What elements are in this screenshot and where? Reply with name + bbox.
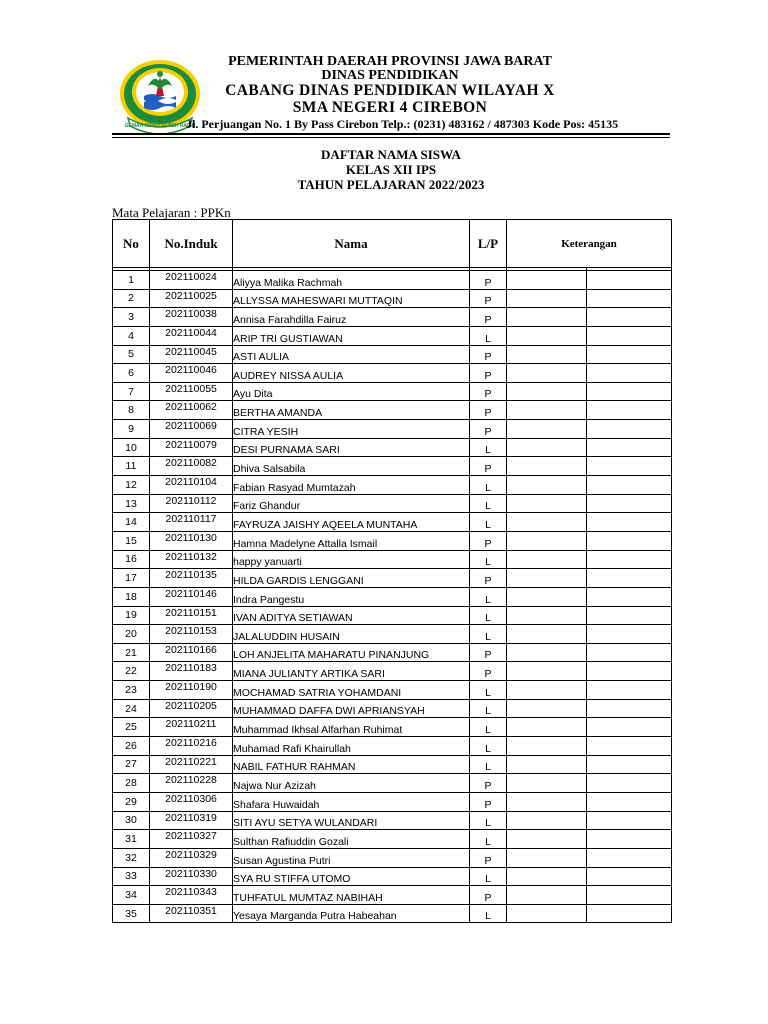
subject-label: Mata Pelajaran : PPKn [112,205,231,220]
row-remark-1 [507,681,587,700]
row-name: Shafara Huwaidah [233,792,470,811]
row-gender: P [470,531,507,550]
row-name: Indra Pangestu [233,587,470,606]
row-gender: L [470,625,507,644]
header-nis: No.Induk [150,220,233,268]
table-row [113,718,672,737]
table-row [113,494,672,513]
row-remark-1 [507,531,587,550]
row-remark-2 [587,625,672,644]
row-name: BERTHA AMANDA [233,401,470,420]
row-gender: P [470,382,507,401]
row-name: SYA RU STIFFA UTOMO [233,867,470,886]
row-number: 22 [113,662,150,681]
row-gender: P [470,457,507,476]
row-name: Najwa Nur Azizah [233,774,470,793]
row-gender: P [470,345,507,364]
row-number: 20 [113,625,150,644]
row-remark-2 [587,569,672,588]
row-nis: 202110135 [150,569,233,588]
table-row [113,531,672,550]
row-number: 17 [113,569,150,588]
row-remark-2 [587,606,672,625]
row-name: NABIL FATHUR RAHMAN [233,755,470,774]
row-name: Fabian Rasyad Mumtazah [233,476,470,495]
row-name: Dhiva Salsabila [233,457,470,476]
row-gender: P [470,886,507,905]
row-number: 7 [113,382,150,401]
row-gender: L [470,681,507,700]
row-nis: 202110132 [150,550,233,569]
row-remark-2 [587,699,672,718]
row-number: 2 [113,289,150,308]
letterhead-rule [112,133,670,135]
row-nis: 202110117 [150,513,233,532]
row-remark-2 [587,886,672,905]
row-remark-2 [587,345,672,364]
row-name: ASTI AULIA [233,345,470,364]
table-row [113,662,672,681]
row-nis: 202110055 [150,382,233,401]
row-remark-1 [507,737,587,756]
letterhead-branch: CABANG DINAS PENDIDIKAN WILAYAH X [225,82,555,99]
row-nis: 202110319 [150,811,233,830]
letterhead-rule-thin [112,137,670,138]
row-name: TUHFATUL MUMTAZ NABIHAH [233,886,470,905]
row-nis: 202110024 [150,271,233,290]
row-gender: L [470,494,507,513]
row-number: 30 [113,811,150,830]
row-gender: P [470,308,507,327]
table-row [113,737,672,756]
row-remark-1 [507,904,587,923]
row-number: 8 [113,401,150,420]
row-remark-2 [587,401,672,420]
row-nis: 202110112 [150,494,233,513]
row-nis: 202110205 [150,699,233,718]
row-remark-2 [587,755,672,774]
row-gender: L [470,587,507,606]
table-row [113,401,672,420]
row-number: 11 [113,457,150,476]
row-number: 5 [113,345,150,364]
logo-motto: GEMAH RIPAH REPEH RAPIH [124,123,196,129]
row-gender: P [470,420,507,439]
row-remark-2 [587,774,672,793]
header-keterangan: Keterangan [507,220,672,268]
row-gender: L [470,438,507,457]
row-remark-2 [587,513,672,532]
row-remark-1 [507,587,587,606]
table-row [113,867,672,886]
row-gender: L [470,476,507,495]
table-row [113,569,672,588]
row-remark-2 [587,476,672,495]
row-nis: 202110329 [150,848,233,867]
row-name: Yesaya Marganda Putra Habeahan [233,904,470,923]
row-remark-1 [507,401,587,420]
row-nis: 202110216 [150,737,233,756]
row-name: IVAN ADITYA SETIAWAN [233,606,470,625]
row-remark-2 [587,326,672,345]
table-row [113,289,672,308]
table-row [113,848,672,867]
row-nis: 202110130 [150,531,233,550]
table-row [113,457,672,476]
row-number: 34 [113,886,150,905]
row-remark-1 [507,569,587,588]
row-remark-2 [587,681,672,700]
row-remark-2 [587,550,672,569]
row-number: 23 [113,681,150,700]
row-nis: 202110038 [150,308,233,327]
row-number: 19 [113,606,150,625]
table-row [113,587,672,606]
row-number: 24 [113,699,150,718]
row-nis: 202110062 [150,401,233,420]
row-remark-1 [507,886,587,905]
row-gender: L [470,550,507,569]
row-remark-2 [587,904,672,923]
row-remark-2 [587,848,672,867]
table-row [113,606,672,625]
row-number: 13 [113,494,150,513]
row-name: ARIP TRI GUSTIAWAN [233,326,470,345]
table-body [113,268,672,923]
row-remark-1 [507,494,587,513]
row-number: 26 [113,737,150,756]
row-gender: P [470,569,507,588]
row-number: 15 [113,531,150,550]
row-remark-2 [587,531,672,550]
row-name: Muhammad Ikhsal Alfarhan Ruhimat [233,718,470,737]
row-gender: P [470,643,507,662]
header-no: No [113,220,150,268]
student-table [112,219,672,923]
row-remark-1 [507,662,587,681]
row-nis: 202110151 [150,606,233,625]
row-name: Hamna Madelyne Attalla Ismail [233,531,470,550]
row-nis: 202110343 [150,886,233,905]
row-remark-2 [587,382,672,401]
table-row [113,625,672,644]
row-remark-1 [507,848,587,867]
table-row [113,774,672,793]
table-row [113,382,672,401]
row-remark-1 [507,774,587,793]
row-name: MOCHAMAD SATRIA YOHAMDANI [233,681,470,700]
table-row [113,811,672,830]
row-number: 31 [113,830,150,849]
row-name: FAYRUZA JAISHY AQEELA MUNTAHA [233,513,470,532]
row-nis: 202110228 [150,774,233,793]
row-gender: L [470,326,507,345]
row-nis: 202110153 [150,625,233,644]
row-remark-2 [587,718,672,737]
table-row [113,513,672,532]
row-nis: 202110025 [150,289,233,308]
row-gender: P [470,792,507,811]
row-nis: 202110330 [150,867,233,886]
row-gender: P [470,848,507,867]
row-name: LOH ANJELITA MAHARATU PINANJUNG [233,643,470,662]
row-name: Ayu Dita [233,382,470,401]
row-gender: L [470,718,507,737]
row-gender: L [470,513,507,532]
row-number: 18 [113,587,150,606]
table-row [113,420,672,439]
row-remark-2 [587,662,672,681]
row-remark-1 [507,308,587,327]
row-remark-2 [587,420,672,439]
row-number: 14 [113,513,150,532]
row-remark-1 [507,830,587,849]
row-remark-1 [507,792,587,811]
row-remark-1 [507,867,587,886]
letterhead-school: SMA NEGERI 4 CIREBON [292,99,488,116]
row-nis: 202110211 [150,718,233,737]
row-name: JALALUDDIN HUSAIN [233,625,470,644]
row-remark-2 [587,494,672,513]
row-remark-2 [587,457,672,476]
table-row [113,681,672,700]
row-number: 16 [113,550,150,569]
table-row [113,271,672,290]
row-remark-2 [587,830,672,849]
row-remark-2 [587,643,672,662]
row-number: 9 [113,420,150,439]
row-remark-1 [507,699,587,718]
row-name: Fariz Ghandur [233,494,470,513]
table-row [113,438,672,457]
row-number: 28 [113,774,150,793]
row-name: SITI AYU SETYA WULANDARI [233,811,470,830]
row-remark-1 [507,811,587,830]
row-number: 33 [113,867,150,886]
table-header-row [113,220,672,268]
row-gender: P [470,401,507,420]
letterhead-province: PEMERINTAH DAERAH PROVINSI JAWA BARAT [228,54,552,69]
row-remark-2 [587,811,672,830]
row-name: MIANA JULIANTY ARTIKA SARI [233,662,470,681]
row-gender: L [470,811,507,830]
row-remark-1 [507,326,587,345]
row-gender: P [470,271,507,290]
row-number: 10 [113,438,150,457]
row-nis: 202110351 [150,904,233,923]
row-gender: P [470,774,507,793]
row-number: 27 [113,755,150,774]
row-gender: P [470,364,507,383]
row-name: Susan Agustina Putri [233,848,470,867]
row-remark-1 [507,364,587,383]
letterhead-agency: DINAS PENDIDIKAN [321,68,459,83]
row-remark-2 [587,587,672,606]
row-gender: L [470,755,507,774]
row-gender: P [470,662,507,681]
row-nis: 202110146 [150,587,233,606]
row-gender: L [470,606,507,625]
row-number: 12 [113,476,150,495]
row-nis: 202110327 [150,830,233,849]
row-remark-1 [507,755,587,774]
row-remark-2 [587,438,672,457]
row-nis: 202110306 [150,792,233,811]
table-row [113,886,672,905]
row-nis: 202110166 [150,643,233,662]
row-nis: 202110104 [150,476,233,495]
row-name: DESI PURNAMA SARI [233,438,470,457]
table-row [113,643,672,662]
document-title: DAFTAR NAMA SISWA [321,147,461,162]
row-nis: 202110190 [150,681,233,700]
row-remark-1 [507,457,587,476]
row-number: 25 [113,718,150,737]
row-number: 4 [113,326,150,345]
row-remark-2 [587,289,672,308]
row-remark-2 [587,867,672,886]
row-remark-1 [507,271,587,290]
header-lp: L/P [470,220,507,268]
row-number: 29 [113,792,150,811]
row-remark-1 [507,420,587,439]
table-row [113,904,672,923]
table-row [113,550,672,569]
row-gender: L [470,904,507,923]
header-nama: Nama [233,220,470,268]
row-remark-1 [507,643,587,662]
row-number: 21 [113,643,150,662]
row-nis: 202110079 [150,438,233,457]
letterhead-address: Jl. Perjuangan No. 1 By Pass Cirebon Telp.: (0231) 483162 / 487303 Kode Pos: 45135 [186,117,619,131]
row-remark-1 [507,550,587,569]
document-class: KELAS XII IPS [345,162,437,177]
table-row [113,830,672,849]
row-name: Sulthan Rafiuddin Gozali [233,830,470,849]
row-number: 3 [113,308,150,327]
document-year: TAHUN PELAJARAN 2022/2023 [297,177,485,192]
row-remark-2 [587,308,672,327]
row-name: Muhamad Rafi Khairullah [233,737,470,756]
row-nis: 202110221 [150,755,233,774]
row-name: ALLYSSA MAHESWARI MUTTAQIN [233,289,470,308]
row-remark-1 [507,513,587,532]
row-name: Aliyya Malika Rachmah [233,271,470,290]
row-nis: 202110183 [150,662,233,681]
table-row [113,345,672,364]
table-row [113,699,672,718]
table-row [113,364,672,383]
row-name: HILDA GARDIS LENGGANI [233,569,470,588]
row-remark-1 [507,438,587,457]
row-name: MUHAMMAD DAFFA DWI APRIANSYAH [233,699,470,718]
row-remark-2 [587,364,672,383]
row-nis: 202110082 [150,457,233,476]
row-name: happy yanuarti [233,550,470,569]
row-name: CITRA YESIH [233,420,470,439]
row-number: 1 [113,271,150,290]
row-remark-1 [507,345,587,364]
row-remark-1 [507,476,587,495]
row-nis: 202110045 [150,345,233,364]
row-gender: P [470,289,507,308]
table-row [113,326,672,345]
table-row [113,476,672,495]
row-remark-2 [587,737,672,756]
row-remark-1 [507,289,587,308]
row-remark-1 [507,606,587,625]
table-row [113,308,672,327]
row-nis: 202110044 [150,326,233,345]
row-gender: L [470,867,507,886]
row-nis: 202110069 [150,420,233,439]
row-gender: L [470,830,507,849]
row-name: Annisa Farahdilla Fairuz [233,308,470,327]
row-remark-1 [507,718,587,737]
row-remark-1 [507,625,587,644]
row-name: AUDREY NISSA AULIA [233,364,470,383]
row-remark-2 [587,792,672,811]
row-number: 6 [113,364,150,383]
row-remark-1 [507,382,587,401]
table-row [113,755,672,774]
row-gender: L [470,699,507,718]
row-number: 35 [113,904,150,923]
row-nis: 202110046 [150,364,233,383]
row-gender: L [470,737,507,756]
row-remark-2 [587,271,672,290]
table-row [113,792,672,811]
row-number: 32 [113,848,150,867]
